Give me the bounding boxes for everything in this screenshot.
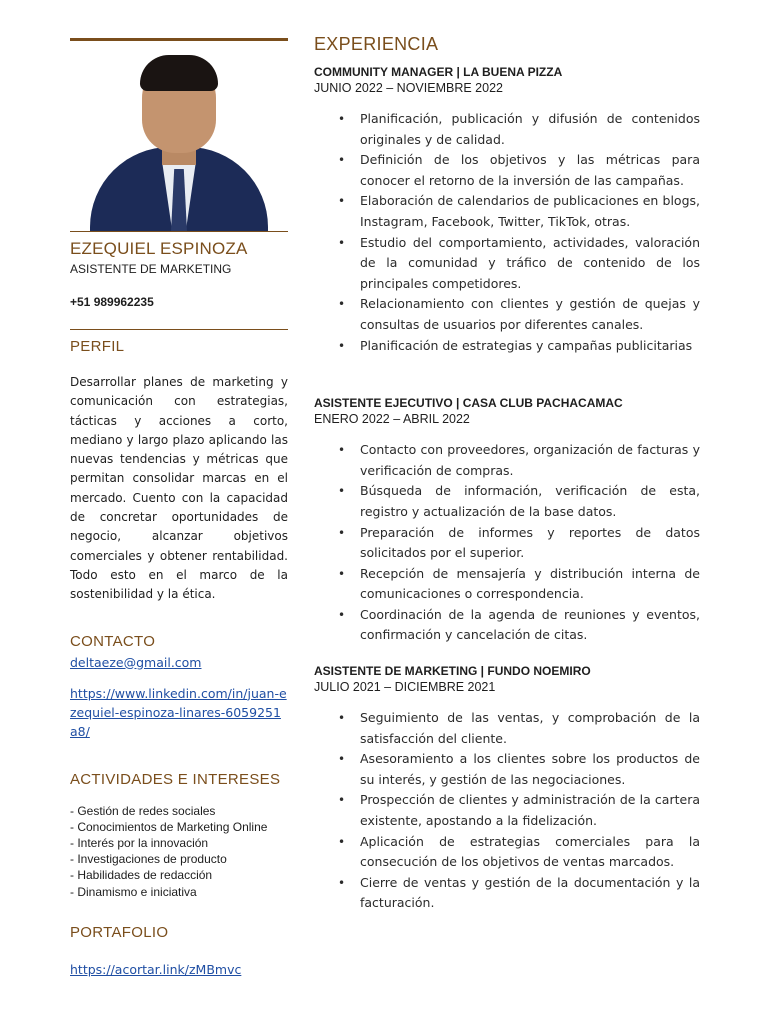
job-bullets [314, 708, 700, 914]
job-bullet: • Asesoramiento a los clientes sobre los productos de su interés, y gestión de las negociaciones. [314, 749, 700, 790]
right-column [314, 34, 700, 914]
photo-divider [70, 231, 288, 232]
job-dates: JUNIO 2022 – NOVIEMBRE 2022 [314, 81, 503, 95]
job-bullet: • Prospección de clientes y administración de la cartera existente, apostando a la fidelización. [314, 790, 700, 831]
interest-item: - Habilidades de redacción [70, 868, 213, 883]
interest-item: - Interés por la innovación [70, 835, 209, 850]
interest-item: - Gestión de redes sociales [70, 803, 216, 818]
candidate-name: EZEQUIEL ESPINOZA [70, 239, 248, 258]
job-bullet: • Planificación, publicación y difusión de contenidos originales y de calidad. [314, 109, 700, 150]
job-bullet: • Aplicación de estrategias comerciales para la consecución de los objetivos de ventas marcados. [314, 832, 700, 873]
intereses-heading: ACTIVIDADES E INTERESES [70, 770, 281, 788]
portafolio-heading: PORTAFOLIO [70, 923, 169, 941]
job-entry [314, 664, 700, 914]
job-title: ASISTENTE DE MARKETING | FUNDO NOEMIRO [314, 664, 591, 679]
job-bullet: • Estudio del comportamiento, actividades, valoración de la comunidad y tráfico de contenido de los principales competidores. [314, 233, 700, 295]
job-dates: JULIO 2021 – DICIEMBRE 2021 [314, 680, 496, 695]
job-bullet: • Planificación de estrategias y campañas publicitarias [314, 336, 700, 357]
job-entry [314, 396, 700, 646]
intereses-list [70, 803, 288, 900]
interest-item: - Conocimientos de Marketing Online [70, 819, 268, 834]
contacto-heading: CONTACTO [70, 632, 156, 650]
candidate-role: ASISTENTE DE MARKETING [70, 262, 232, 276]
job-bullet: • Contacto con proveedores, organización de facturas y verificación de compras. [314, 440, 700, 481]
job-entry [314, 65, 700, 356]
phone-number: +51 989962235 [70, 295, 154, 309]
job-bullet: • Recepción de mensajería y distribución interna de comunicaciones o correspondencia. [314, 564, 700, 605]
perfil-heading: PERFIL [70, 338, 125, 355]
job-bullet: • Seguimiento de las ventas, y comprobación de la satisfacción del cliente. [314, 708, 700, 749]
linkedin-link[interactable]: https://www.linkedin.com/in/juan-ezequiel-espinoza-linares-6059251a8/ [70, 685, 287, 739]
email-link[interactable]: deltaeze@gmail.com [70, 654, 202, 670]
job-bullet: • Cierre de ventas y gestión de la documentación y la facturación. [314, 873, 700, 914]
portafolio-link[interactable]: https://acortar.link/zMBmvc [70, 961, 242, 977]
profile-photo [90, 55, 268, 231]
job-bullet: • Elaboración de calendarios de publicaciones en blogs, Instagram, Facebook, Twitter, TikTok, otras. [314, 191, 700, 232]
job-bullets [314, 109, 700, 356]
left-column [70, 38, 288, 978]
job-bullet: • Definición de los objetivos y las métricas para conocer el retorno de la inversión de las campañas. [314, 150, 700, 191]
perfil-text: Desarrollar planes de marketing y comunicación con estrategias, tácticas y acciones a corto, mediano y largo plazo aplicando las nuevas tendencias y métricas que permitan consolidar marcas en el mercado. Cuento con la capacidad de concretar oportunidades de negocio, alcanzar objetivos comerciales y obtener rentabilidad. Todo esto en el marco de la sostenibilidad y la ética. [70, 375, 288, 602]
job-title: COMMUNITY MANAGER | LA BUENA PIZZA [314, 65, 563, 79]
contact-divider [70, 329, 288, 330]
top-divider [70, 38, 288, 41]
experiencia-heading: EXPERIENCIA [314, 34, 439, 54]
job-bullet: • Coordinación de la agenda de reuniones y eventos, confirmación y cancelación de citas. [314, 605, 700, 646]
interest-item: - Investigaciones de producto [70, 852, 227, 867]
job-bullet: • Relacionamiento con clientes y gestión de quejas y consultas de usuarios por diferentes canales. [314, 294, 700, 335]
interest-item: - Dinamismo e iniciativa [70, 884, 197, 899]
job-dates: ENERO 2022 – ABRIL 2022 [314, 412, 470, 427]
job-title: ASISTENTE EJECUTIVO | CASA CLUB PACHACAMAC [314, 396, 623, 411]
job-bullet: • Búsqueda de información, verificación de esta, registro y actualización de la base datos. [314, 481, 700, 522]
job-bullet: • Preparación de informes y reportes de datos solicitados por el superior. [314, 523, 700, 564]
job-bullets [314, 440, 700, 646]
